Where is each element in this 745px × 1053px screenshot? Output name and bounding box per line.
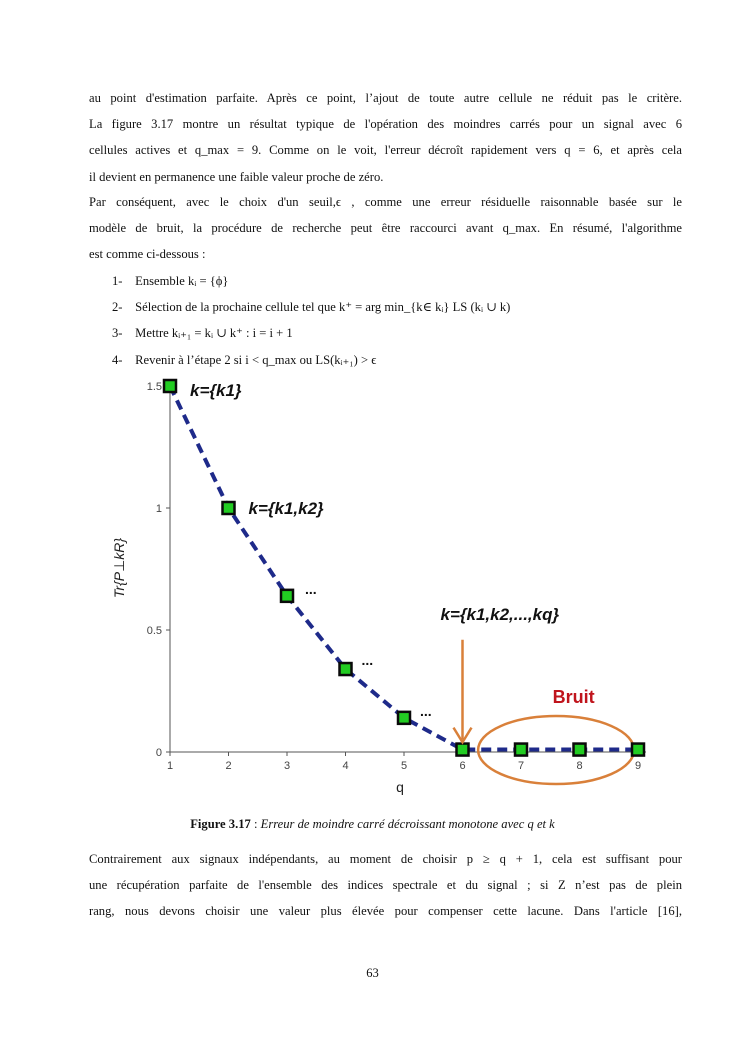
page-number: 63 [366, 966, 379, 980]
data-point [457, 744, 469, 756]
y-tick-label: 1.5 [146, 381, 162, 393]
algorithm-step: 4- Revenir à l’étape 2 si i < q_max ou LS(kᵢ₊₁) > ϵ [112, 352, 377, 367]
text-line: rang, nous devons choisir une valeur plus élevée pour compenser cette lacune. Dans l'article [16], [89, 904, 682, 919]
text-line: modèle de bruit, la procédure de recherche peut être raccourci avant q_max. En résumé, l'algorithme [89, 221, 682, 236]
data-point [340, 663, 352, 675]
text-line: une récupération parfaite de l'ensemble des indices spectrale et du signal ; si Z n’est pas de plein [89, 878, 682, 893]
annotation-k2: k={k1,k2} [248, 499, 324, 518]
y-axis-label: Tr{P⊥kR} [111, 537, 127, 599]
text-line: Par conséquent, avec le choix d'un seuil,ϵ , comme une erreur résiduelle raisonnable basée sur le [89, 195, 682, 209]
y-tick-label: 0.5 [146, 625, 162, 637]
data-point [574, 744, 586, 756]
x-axis-label: q [396, 779, 404, 795]
x-tick-label: 3 [283, 760, 291, 772]
y-tick-label: 0 [155, 747, 162, 759]
annotation-k1: k={k1} [190, 381, 242, 400]
x-tick-label: 1 [166, 760, 174, 772]
data-point [164, 380, 176, 392]
x-tick-label: 6 [459, 760, 466, 772]
caption-text: Erreur de moindre carré décroissant monotone avec q et k [260, 817, 555, 831]
algorithm-step: 1- Ensemble kᵢ = {ϕ} [112, 274, 229, 288]
annotation-kq: k={k1,k2,...,kq} [440, 604, 560, 624]
text-line: La figure 3.17 montre un résultat typique de l'opération des moindres carrés pour un signal avec 6 [89, 117, 682, 132]
least-squares-chart [100, 376, 680, 796]
algorithm-step: 2- Sélection de la prochaine cellule tel que k⁺ = arg min_{k∈ kᵢ} LS (kᵢ ∪ k) [112, 300, 511, 315]
caption-separator: : [250, 817, 261, 831]
paragraph-threshold [89, 189, 682, 268]
data-point [223, 502, 235, 514]
annotation-dots: ... [420, 702, 432, 719]
text-line: cellules actives et q_max = 9. Comme on le voit, l'erreur décroît rapidement vers q = 6, et après cela [89, 143, 682, 158]
x-tick-label: 4 [342, 760, 349, 772]
y-tick-label: 1 [155, 503, 162, 515]
x-tick-label: 2 [225, 760, 232, 772]
data-point [281, 590, 293, 602]
data-point [398, 712, 410, 724]
paragraph-conclusion [89, 846, 682, 925]
annotation-dots: ... [305, 580, 317, 597]
algorithm-step: 3- Mettre kᵢ₊₁ = kᵢ ∪ k⁺ : i = i + 1 [112, 326, 293, 341]
caption-label: Figure 3.17 [190, 817, 251, 831]
algorithm-steps [112, 268, 510, 373]
x-tick-label: 7 [517, 760, 525, 772]
paragraph-intro [89, 85, 682, 190]
x-tick-label: 9 [634, 760, 642, 772]
text-line: est comme ci-dessous : [89, 247, 206, 262]
annotation-dots: ... [361, 652, 374, 669]
data-point [632, 744, 644, 756]
text-line: Contrairement aux signaux indépendants, au moment de choisir p ≥ q + 1, cela est suffisant pour [89, 852, 682, 866]
text-line: au point d'estimation parfaite. Après ce point, l’ajout de toute autre cellule ne réduit pas le critère. [89, 91, 682, 105]
figure-caption [0, 817, 745, 832]
data-point [515, 744, 527, 756]
x-tick-label: 8 [576, 760, 583, 772]
text-line: il devient en permanence une faible valeur proche de zéro. [89, 169, 384, 184]
annotation-noise: Bruit [552, 687, 595, 708]
x-tick-label: 5 [400, 760, 408, 772]
